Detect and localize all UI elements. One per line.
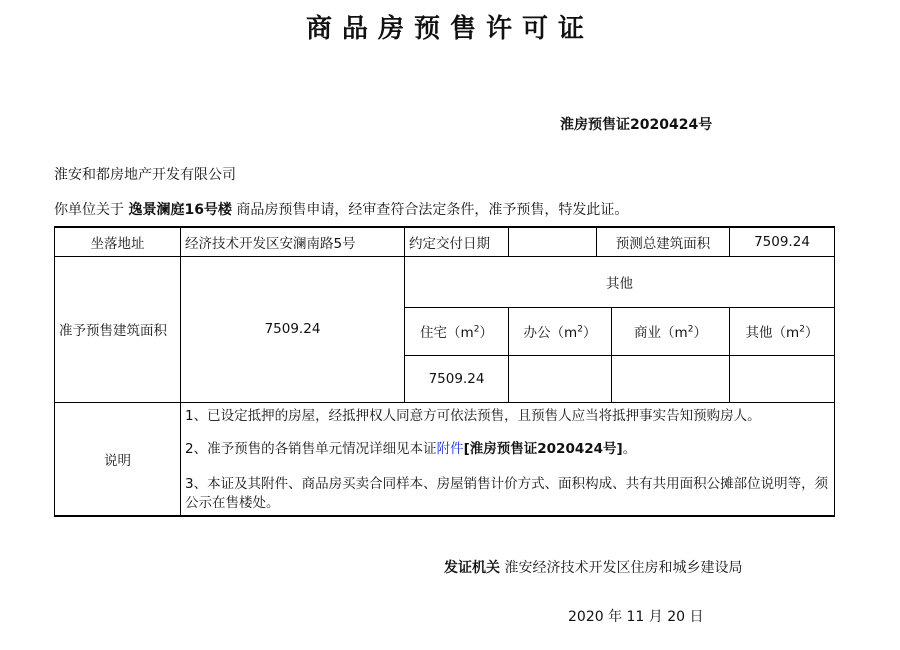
delivery-date-value — [509, 227, 597, 256]
residential-area-label: 住宅$(m^2)$ — [405, 307, 509, 355]
other-area-value — [730, 355, 835, 402]
note-item-3: 3、本证及其附件、商品房买卖合同样本、房屋销售计价方式、面积构成、共有共用面积公摊部位说明等，须公示在售楼处。 — [185, 475, 829, 511]
commercial-area-value — [612, 355, 730, 402]
issuer — [444, 557, 742, 577]
attachment-cert-no: [淮房预售证2020424号] — [463, 440, 623, 457]
company-name: 淮安和都房地产开发有限公司 — [54, 167, 236, 183]
residential-area-value: 7509.24 — [405, 355, 509, 402]
table-row — [55, 402, 835, 516]
other-area-label: 其他$(m^2)$ — [730, 307, 835, 355]
table-row — [55, 227, 835, 256]
issuer-name: 淮安经济技术开发区住房和城乡建设局 — [504, 560, 743, 576]
issue-date: 2020 年 11 月 20 日 — [568, 609, 704, 625]
office-area-label: 办公$(m^2)$ — [509, 307, 612, 355]
presale-area-value: 7509.24 — [181, 256, 405, 402]
location-label: 坐落地址 — [55, 227, 181, 256]
total-area-value: 7509.24 — [730, 227, 835, 256]
note-label: 说明 — [55, 402, 181, 516]
note-item-2: 2、准予预售的各销售单元情况详细见本证附件[淮房预售证2020424号]。 — [185, 440, 637, 457]
intro-prefix: 你单位关于 — [54, 202, 124, 218]
project-name: 逸景澜庭16号楼 — [128, 202, 232, 218]
office-area-value — [509, 355, 612, 402]
attachment-link[interactable]: 附件 — [436, 440, 464, 457]
note-item-1: 1、已设定抵押的房屋，经抵押权人同意方可依法预售，且预售人应当将抵押事实告知预购房人。 — [185, 407, 761, 424]
certificate-number: 淮房预售证2020424号 — [560, 117, 713, 133]
note-content — [181, 402, 835, 516]
issuer-label: 发证机关 — [444, 560, 500, 576]
page-title: 商品房预售许可证 — [305, 14, 594, 44]
table-row — [55, 256, 835, 307]
delivery-date-label: 约定交付日期 — [405, 227, 509, 256]
location-value: 经济技术开发区安澜南路5号 — [181, 227, 405, 256]
intro-suffix: 商品房预售申请，经审查符合法定条件，准予预售，特发此证。 — [236, 202, 629, 218]
total-area-label: 预测总建筑面积 — [597, 227, 730, 256]
presale-area-label: 准予预售建筑面积 — [55, 256, 181, 402]
other-header: 其他 — [405, 256, 835, 307]
commercial-area-label: 商业$(m^2)$ — [612, 307, 730, 355]
permit-table — [54, 226, 835, 517]
intro-sentence — [54, 199, 628, 219]
